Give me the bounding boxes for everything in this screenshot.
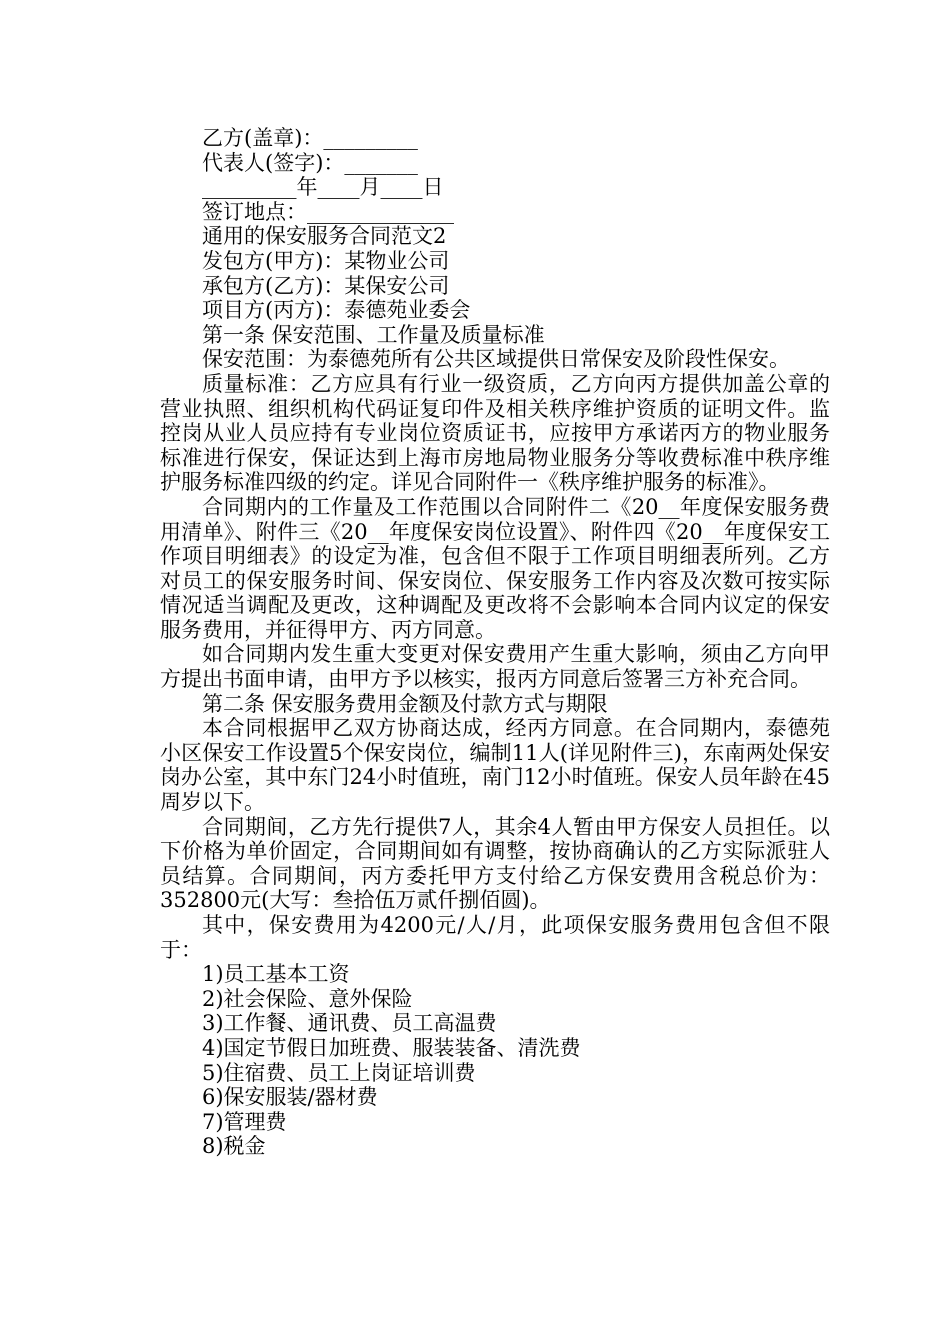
party-c-line: 项目方(丙方)：泰德苑业委会	[202, 298, 471, 323]
party-a-line: 发包方(甲方)：某物业公司	[202, 248, 450, 273]
change-paragraph: 如合同期内发生重大变更对保安费用产生重大影响，须由乙方向甲方提出书面申请，由甲方予以核实，报丙方同意后签署三方补充合同。	[160, 642, 830, 692]
fee-item: 4)国定节假日加班费、服装装备、清洗费	[202, 1035, 581, 1060]
posts-paragraph: 本合同根据甲乙双方协商达成，经丙方同意。在合同期内，泰德苑小区保安工作设置5个保安岗位，编制11人(详见附件三)，东南两处保安岗办公室，其中东门24小时值班，南门12小时值班。保安人员年龄在45周岁以下。	[160, 716, 830, 815]
workload-paragraph: 合同期内的工作量及工作范围以合同附件二《20__年度保安服务费用清单》、附件三《20__年度保安岗位设置》、附件四《20__年度保安工作项目明细表》的设定为准，包含但不限于工作项目明细表所列。乙方对员工的保安服务时间、保安岗位、保安服务工作内容及次数可按实际情况适当调配及更改，这种调配及更改将不会影响本合同内议定的保安服务费用，并征得甲方、丙方同意。	[160, 494, 830, 642]
fee-item: 3)工作餐、通讯费、员工高温费	[202, 1011, 497, 1036]
fee-item: 5)住宿费、员工上岗证培训费	[202, 1060, 476, 1085]
document-title: 通用的保安服务合同范文2	[202, 224, 447, 249]
document-body	[160, 126, 830, 1159]
fee-item: 8)税金	[202, 1134, 266, 1159]
fee-intro-paragraph: 其中，保安费用为4200元/人/月，此项保安服务费用包含但不限于：	[160, 913, 830, 962]
fee-item: 2)社会保险、意外保险	[202, 986, 413, 1011]
party-b-seal-line: 乙方(盖章)：_________	[202, 126, 418, 150]
staffing-paragraph: 合同期间，乙方先行提供7人，其余4人暂由甲方保安人员担任。以下价格为单价固定，合同期间如有调整，按协商确认的乙方实际派驻人员结算。合同期间，丙方委托甲方支付给乙方保安费用含税总价为：352800元(大写：叁拾伍万贰仟捌佰圆)。	[160, 814, 830, 913]
article-1-heading: 第一条 保安范围、工作量及质量标准	[202, 322, 545, 347]
fee-item: 7)管理费	[202, 1109, 287, 1134]
fee-item: 1)员工基本工资	[202, 962, 350, 987]
scope-paragraph: 保安范围：为泰德苑所有公共区域提供日常保安及阶段性保安。	[202, 347, 790, 372]
fee-item: 6)保安服装/器材费	[202, 1085, 378, 1110]
representative-sign-line: 代表人(签字)：_______	[202, 150, 418, 175]
party-b-line: 承包方(乙方)：某保安公司	[202, 273, 450, 298]
date-line: _________年____月____日	[202, 175, 444, 200]
sign-place-line: 签订地点：______________	[202, 199, 454, 224]
quality-paragraph: 质量标准：乙方应具有行业一级资质，乙方向丙方提供加盖公章的营业执照、组织机构代码证复印件及相关秩序维护资质的证明文件。监控岗从业人员应持有专业岗位资质证书，应按甲方承诺丙方的物业服务标准进行保安，保证达到上海市房地局物业服务分等收费标准中秩序维护服务标准四级的约定。详见合同附件一《秩序维护服务的标准》。	[160, 371, 830, 495]
article-2-heading: 第二条 保安服务费用金额及付款方式与期限	[202, 691, 608, 716]
